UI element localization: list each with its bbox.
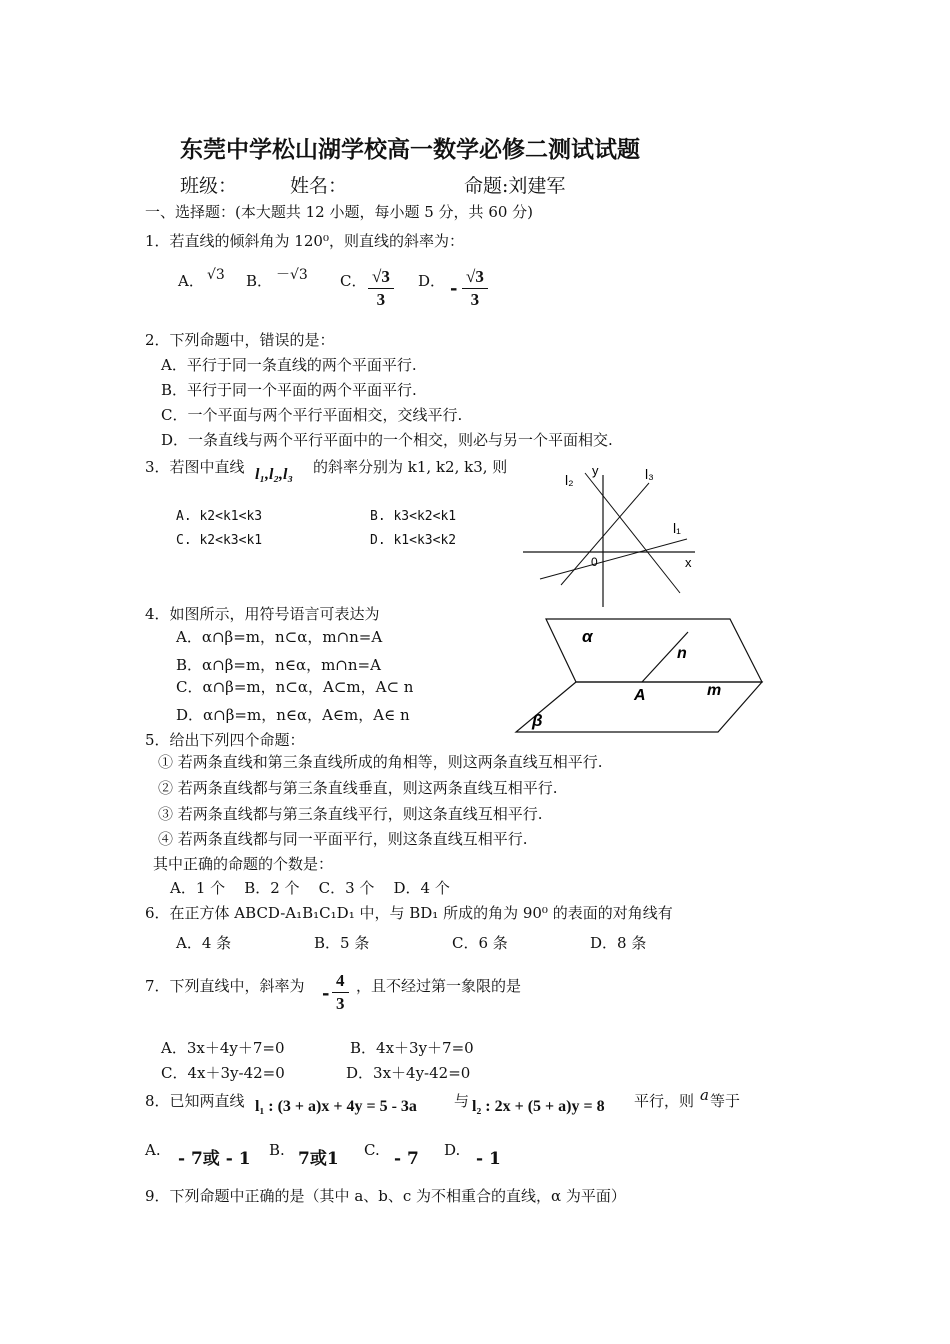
q1-option-a-value: √3 (207, 267, 225, 283)
q7-option-d: D．3x＋4y-42=0 (346, 1064, 471, 1082)
q5-options: A．1 个 B．2 个 C．3 个 D．4 个 (170, 879, 450, 897)
q3-stem-lines: l₁,l₂,l₃ (255, 466, 294, 483)
line-l1 (540, 539, 687, 579)
q1-option-a: A． (178, 272, 204, 290)
q7-stem-pre: 7．下列直线中，斜率为 (145, 977, 305, 995)
q4-option-b: B．α∩β=m，n∈α，m∩n=A (176, 656, 381, 674)
q3-stem-post: 的斜率分别为 k1, k2, k3, 则 (313, 458, 508, 476)
q7-option-c: C．4x＋3y-42=0 (161, 1064, 285, 1082)
q3-option-c: C. k2<k3<k1 (176, 533, 263, 548)
q6-option-d: D．8 条 (590, 934, 647, 952)
q7-fraction (332, 970, 349, 1015)
q8-option-d: D. (444, 1141, 461, 1159)
q8-stem-end: 等于 (710, 1092, 741, 1110)
q5-proposition-2: ② 若两条直线都与第三条直线垂直，则这两条直线互相平行. (158, 779, 558, 797)
q8-option-b: B. (269, 1141, 285, 1159)
label-l3: l₃ (645, 466, 654, 482)
q6-option-b: B．5 条 (314, 934, 370, 952)
q8-option-b-value: 7或1 (298, 1149, 339, 1169)
q8-equation-2: l₂ : 2x + (5 + a)y = 8 (472, 1098, 605, 1115)
q1-option-c: C． (340, 272, 367, 290)
label-x: x (685, 555, 692, 570)
q8-option-a-value: - 7或 - 1 (178, 1149, 251, 1169)
q3-option-a: A. k2<k1<k3 (176, 509, 263, 524)
q5-proposition-3: ③ 若两条直线都与第三条直线平行，则这条直线互相平行. (158, 805, 543, 823)
q3-option-d: D. k1<k3<k2 (370, 533, 457, 548)
q4-option-c: C．α∩β=m，n⊂α，A⊂m，A⊂ n (176, 678, 414, 696)
page-title: 东莞中学松山湖学校高一数学必修二测试试题 (180, 136, 640, 163)
q1-option-c-fraction (368, 266, 394, 311)
q6-option-c: C．6 条 (452, 934, 508, 952)
q4-plane-figure (512, 612, 767, 737)
q1-option-d-numerator: √3 (462, 266, 488, 289)
q1-option-d: D． (418, 272, 446, 290)
q8-equation-1: l₁ : (3 + a)x + 4y = 5 - 3a (255, 1098, 417, 1115)
q1-option-c-denominator: 3 (376, 290, 386, 309)
label-l2: l₂ (565, 472, 574, 488)
label-m: m (707, 682, 722, 699)
q1-option-b-value: －√3 (276, 267, 308, 283)
q2-option-c: C．一个平面与两个平行平面相交，交线平行. (161, 406, 463, 424)
q8-var: a (700, 1086, 709, 1104)
q1-option-b: B． (246, 272, 273, 290)
q1-option-d-fraction (462, 266, 488, 311)
q5-ask: 其中正确的命题的个数是： (153, 855, 334, 873)
q2-option-d: D．一条直线与两个平行平面中的一个相交，则必与另一个平面相交. (161, 431, 613, 449)
q4-option-d: D．α∩β=m，n∈α，A∈m，A∈ n (176, 706, 410, 724)
q7-stem-post: ，且不经过第一象限的是 (356, 977, 522, 995)
class-label: 班级： (180, 175, 238, 197)
name-label: 姓名： (290, 175, 348, 197)
q3-option-b: B. k3<k2<k1 (370, 509, 457, 524)
label-origin: 0 (591, 555, 598, 569)
q8-option-c: C. (364, 1141, 380, 1159)
q8-option-d-value: - 1 (476, 1149, 501, 1169)
q8-stem-post: 平行，则 (634, 1092, 695, 1110)
q4-stem: 4．如图所示，用符号语言可表达为 (145, 605, 380, 623)
q6-stem: 6．在正方体 ABCD-A₁B₁C₁D₁ 中，与 BD₁ 所成的角为 90⁰ 的表面的对角线有 (145, 904, 673, 922)
label-n: n (677, 645, 687, 662)
q7-sign: - (322, 983, 330, 1004)
q8-option-a: A. (145, 1141, 161, 1159)
label-A: A (634, 687, 646, 704)
q2-option-a: A．平行于同一条直线的两个平面平行. (161, 356, 417, 374)
q4-option-a: A．α∩β=m，n⊂α，m∩n=A (176, 628, 383, 646)
q7-option-a: A．3x＋4y＋7=0 (161, 1039, 285, 1057)
q8-mid: 与 (454, 1092, 470, 1110)
q8-option-c-value: - 7 (394, 1149, 419, 1169)
q7-denominator: 3 (336, 994, 345, 1013)
q6-option-a: A．4 条 (176, 934, 232, 952)
q1-option-c-numerator: √3 (368, 266, 394, 289)
q9-stem: 9．下列命题中正确的是（其中 a、b、c 为不相重合的直线，α 为平面） (145, 1187, 626, 1205)
q5-stem: 5．给出下列四个命题： (145, 731, 305, 749)
q2-stem: 2．下列命题中，错误的是： (145, 331, 335, 349)
q5-proposition-1: ① 若两条直线和第三条直线所成的角相等，则这两条直线互相平行. (158, 753, 603, 771)
label-beta: β (532, 711, 543, 730)
line-l2 (585, 473, 680, 593)
q1-option-d-sign: - (450, 278, 458, 299)
q1-option-d-denominator: 3 (470, 290, 480, 309)
q3-stem-pre: 3．若图中直线 (145, 458, 245, 476)
q3-line-figure (515, 455, 705, 615)
author-label: 命题:刘建军 (464, 175, 566, 197)
q2-option-b: B．平行于同一个平面的两个平面平行. (161, 381, 417, 399)
label-alpha: α (582, 627, 593, 646)
q7-numerator: 4 (332, 970, 349, 993)
q8-stem-pre: 8．已知两直线 (145, 1092, 245, 1110)
q7-option-b: B．4x＋3y＋7=0 (350, 1039, 474, 1057)
q5-proposition-4: ④ 若两条直线都与同一平面平行，则这条直线互相平行. (158, 830, 528, 848)
section-heading: 一、选择题：(本大题共 12 小题，每小题 5 分，共 60 分) (145, 203, 534, 221)
q1-stem: 1．若直线的倾斜角为 120⁰，则直线的斜率为： (145, 232, 464, 250)
plane-alpha (546, 619, 762, 682)
label-y: y (592, 463, 599, 478)
label-l1: l₁ (673, 520, 681, 536)
